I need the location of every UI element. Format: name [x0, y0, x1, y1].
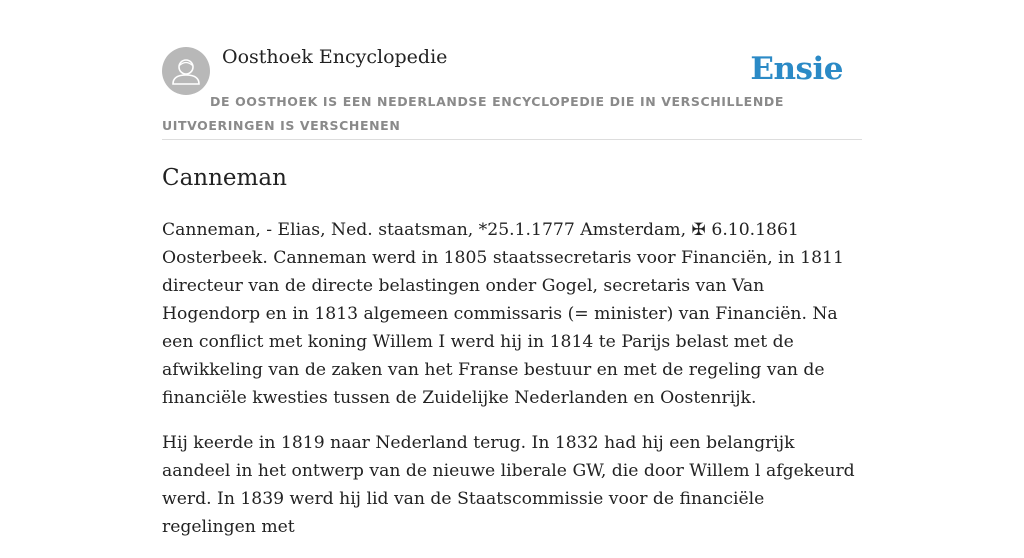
article-body [162, 216, 862, 541]
article [162, 160, 862, 558]
article-paragraph: Canneman, - Elias, Ned. staatsman, *25.1.1777 Amsterdam, ✠ 6.10.1861 Oosterbeek. Canneman werd in 1805 staatssecretaris voor Financiën, in 1811 directeur van de directe belastingen onder Gogel, secretaris van Van Hogendorp en in 1813 algemeen commissaris (= minister) van Financiën. Na een conflict met koning Willem I werd hij in 1814 te Parijs belast met de afwikkeling van de zaken van het Franse bestuur en met de regeling van de financiële kwesties tussen de Zuidelijke Nederlanden en Oostenrijk. [162, 220, 844, 408]
site-description: DE OOSTHOEK IS EEN NEDERLANDSE ENCYCLOPEDIE DIE IN VERSCHILLENDE UITVOERINGEN IS VERSCHENEN [162, 94, 784, 133]
site-name-link[interactable]: Oosthoek Encyclopedie [222, 46, 448, 68]
user-silhouette-icon [162, 47, 210, 95]
brand-logo[interactable]: Ensie [750, 51, 843, 87]
article-paragraph: Hij keerde in 1819 naar Nederland terug. In 1832 had hij een belangrijk aandeel in het ontwerp van de nieuwe liberale GW, die door Willem l afgekeurd werd. In 1839 werd hij lid van de Staatscommissie voor de financiële regelingen met [162, 433, 855, 537]
avatar[interactable] [162, 47, 210, 95]
header-divider [162, 139, 862, 140]
header [162, 0, 862, 140]
article-title: Canneman [162, 165, 287, 191]
